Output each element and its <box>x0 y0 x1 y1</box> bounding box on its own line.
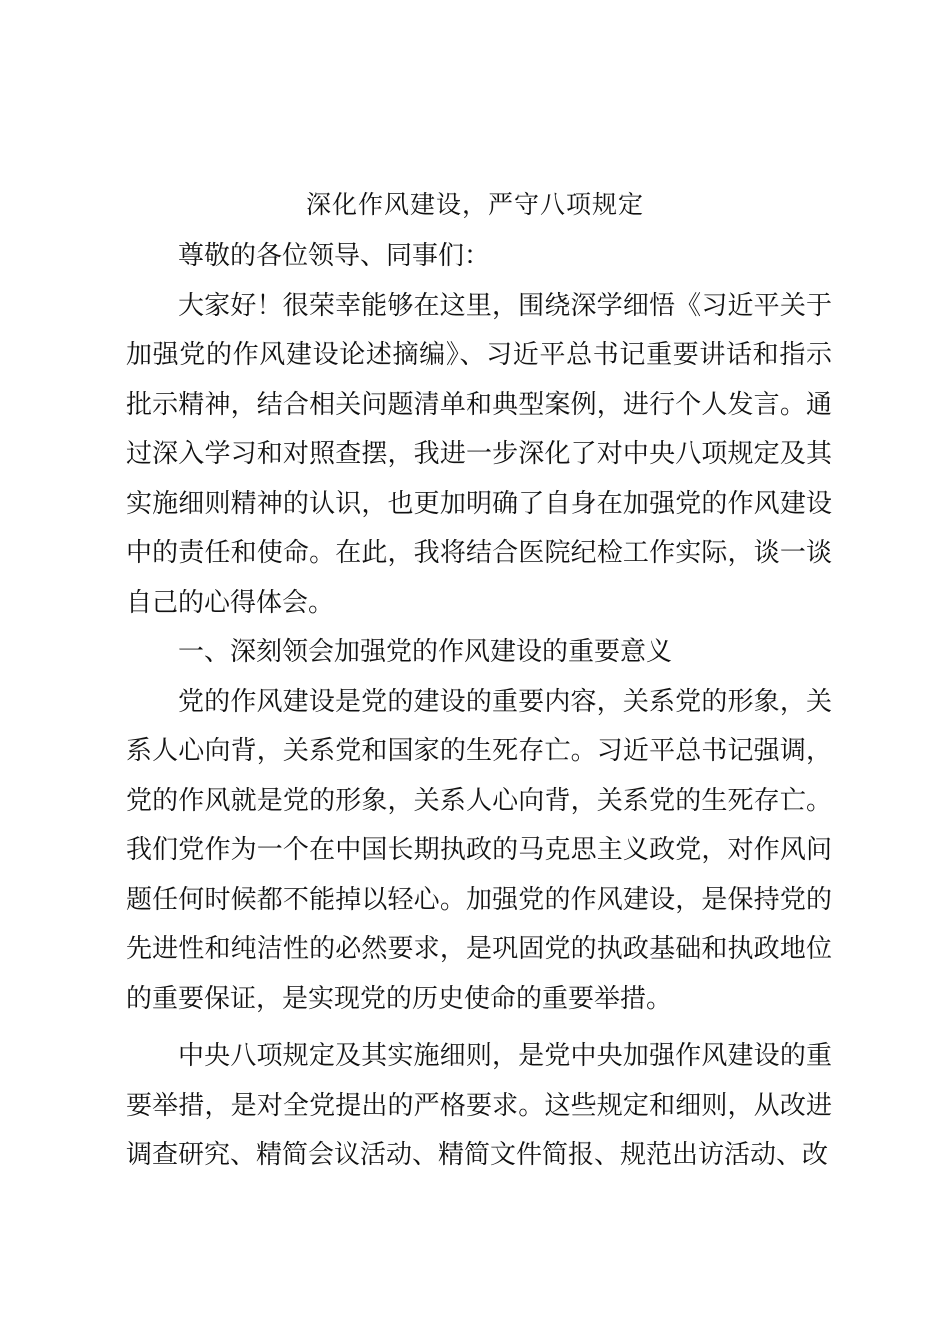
document-body <box>126 232 832 1181</box>
salutation: 尊敬的各位领导、同事们： <box>178 241 491 271</box>
paragraph-opening: 大家好！很荣幸能够在这里，围绕深学细悟《习近平关于加强党的作风建设论述摘编》、习近平总书记重要讲话和指示批示精神，结合相关问题清单和典型案例，进行个人发言。通过深入学习和对照查摆，我进一步深化了对中央八项规定及其实施细则精神的认识，也更加明确了自身在加强党的作风建设中的责任和使命。在此，我将结合医院纪检工作实际，谈一谈自己的心得体会。 <box>126 290 832 618</box>
document-title: 深化作风建设，严守八项规定 <box>305 190 644 219</box>
paragraph-importance: 党的作风建设是党的建设的重要内容，关系党的形象，关系人心向背，关系党和国家的生死存亡。习近平总书记强调，党的作风就是党的形象，关系人心向背，关系党的生死存亡。我们党作为一个在中国长期执政的马克思主义政党，对作风问题任何时候都不能掉以轻心。加强党的作风建设，是保持党的先进性和纯洁性的必然要求，是巩固党的执政基础和执政地位的重要保证，是实现党的历史使命的重要举措。 <box>126 686 832 1014</box>
paragraph-eight-rules: 中央八项规定及其实施细则，是党中央加强作风建设的重要举措，是对全党提出的严格要求。这些规定和细则，从改进调查研究、精简会议活动、精简文件简报、规范出访活动、改 <box>126 1041 832 1170</box>
section-heading-1: 一、深刻领会加强党的作风建设的重要意义 <box>178 637 673 667</box>
